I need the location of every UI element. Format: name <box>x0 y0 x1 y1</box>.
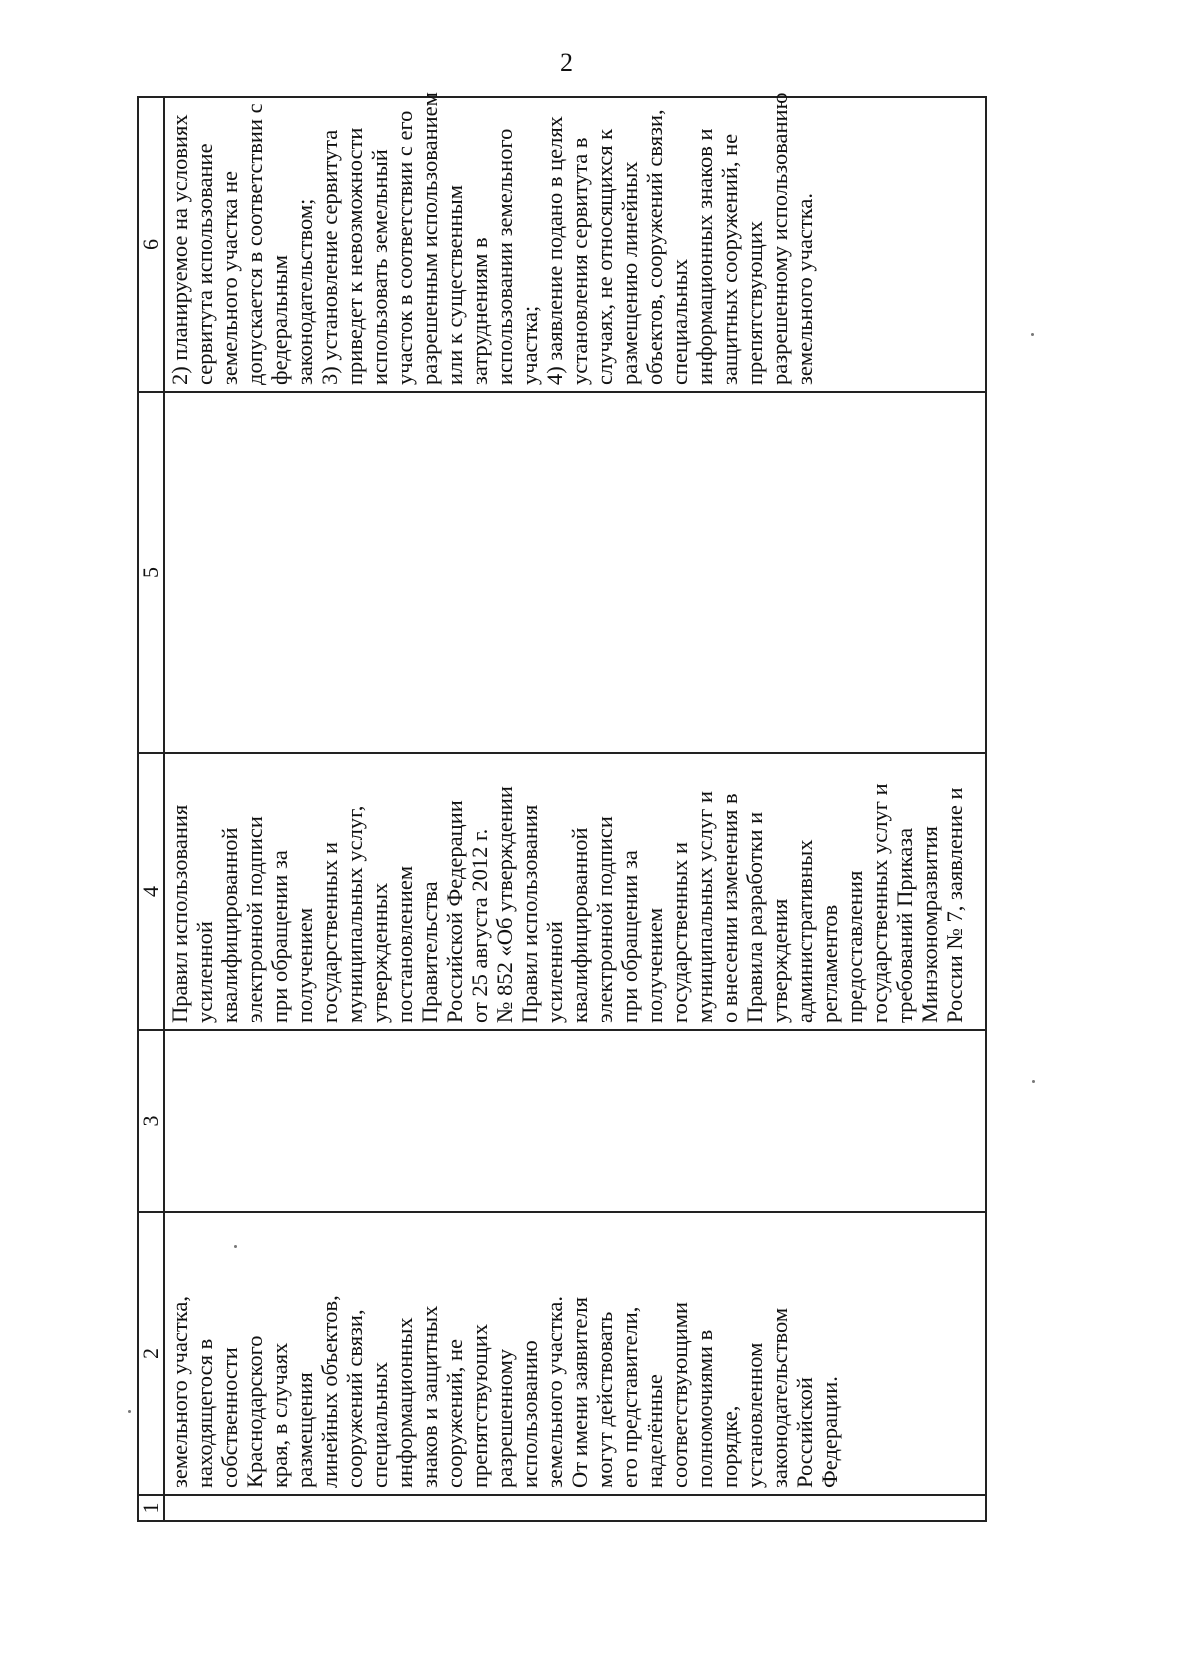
text-line: специальных <box>367 1361 392 1488</box>
text-line: земельного участка. <box>542 1296 567 1488</box>
text-line: могут действовать <box>592 1311 617 1488</box>
text-line: знаков и защитных <box>417 1305 442 1488</box>
text-line: законодательством <box>767 1307 792 1488</box>
text-line: случаях, не относящихся к <box>592 128 617 385</box>
text-line: требований Приказа <box>892 827 917 1023</box>
document-table <box>137 92 987 1522</box>
text-line: размещению линейных <box>617 161 642 385</box>
cell-col-6 <box>164 92 986 392</box>
text-line: установления сервитута в <box>567 137 592 385</box>
table-row <box>164 97 986 1521</box>
text-line: 2) планируемое на условиях <box>167 114 192 385</box>
text-line: земельного участка, <box>167 1296 192 1488</box>
text-line: муниципальных услуг, <box>342 805 367 1023</box>
cell-col-1 <box>164 1495 986 1521</box>
text-line: специальных <box>667 258 692 385</box>
header-col-6: 6 <box>138 97 164 392</box>
text-line: государственных и <box>317 841 342 1023</box>
text-line: Правила разработки и <box>742 811 767 1023</box>
text-line: размещения <box>292 1372 317 1488</box>
text-line: Краснодарского <box>242 1335 267 1488</box>
text-line: разрешенному использованию <box>767 92 792 385</box>
text-line: использовании земельного <box>492 128 517 385</box>
text-line: России № 7, заявление и <box>942 787 967 1023</box>
text-line: участок в соответствии с его <box>392 110 417 385</box>
text-line: предоставления <box>842 870 867 1023</box>
text-line: 4) заявление подано в целях <box>542 116 567 385</box>
text-line: приведет к невозможности <box>342 127 367 385</box>
text-line: информационных <box>392 1317 417 1488</box>
text-line: законодательством; <box>292 198 317 385</box>
text-line: или к существенным <box>442 184 467 385</box>
text-line: препятствующих <box>742 220 767 385</box>
text-line: 3) установление сервитута <box>317 129 342 385</box>
text-line: затруднениям в <box>467 237 492 385</box>
text-line: квалифицированной <box>567 827 592 1023</box>
text-line: Российской <box>792 1377 817 1488</box>
scan-speck <box>1031 333 1034 336</box>
header-col-3: 3 <box>138 1030 164 1212</box>
text-line: квалифицированной <box>217 827 242 1023</box>
cell-col-3 <box>164 1030 986 1212</box>
page-number: 2 <box>560 48 573 77</box>
text-line: порядке, <box>717 1405 742 1488</box>
text-line: разрешенным использованием <box>417 92 442 385</box>
text-line: Правил использования <box>517 804 542 1023</box>
text-line: препятствующих <box>467 1323 492 1488</box>
text-line: утвержденных <box>367 882 392 1023</box>
text-line: постановлением <box>392 865 417 1023</box>
text-line: края, в случаях <box>267 1342 292 1488</box>
text-line: сооружений, не <box>442 1338 467 1488</box>
text-line: федеральным <box>267 254 292 385</box>
text-line: при обращении за <box>267 850 292 1023</box>
text-line: получением <box>642 907 667 1023</box>
text-line: электронной подписи <box>242 816 267 1023</box>
text-line: утверждения <box>767 898 792 1023</box>
text-line: усиленной <box>192 921 217 1023</box>
text-line: регламентов <box>817 904 842 1023</box>
text-line: о внесении изменения в <box>717 793 742 1023</box>
text-line: от 25 августа 2012 г. <box>467 828 492 1023</box>
text-line: электронной подписи <box>592 816 617 1023</box>
text-line: его представители, <box>617 1306 642 1488</box>
text-line: земельного участка не <box>217 170 242 385</box>
header-col-2: 2 <box>138 1212 164 1495</box>
text-line: От имени заявителя <box>567 1297 592 1488</box>
text-line: муниципальных услуг и <box>692 790 717 1023</box>
rotated-table-container <box>137 92 987 1522</box>
text-line: Федерации. <box>817 1376 842 1488</box>
cell-col-5 <box>164 392 986 753</box>
text-line: государственных услуг и <box>867 783 892 1023</box>
text-line: Правил использования <box>167 804 192 1023</box>
text-line: информационных знаков и <box>692 128 717 385</box>
text-line: полномочиями в <box>692 1329 717 1488</box>
text-line: находящегося в <box>192 1338 217 1488</box>
cell-col-4 <box>164 753 986 1030</box>
text-line: соответствующими <box>667 1302 692 1488</box>
header-col-4: 4 <box>138 753 164 1030</box>
text-line: линейных объектов, <box>317 1295 342 1488</box>
header-col-1: 1 <box>138 1495 164 1521</box>
text-line: усиленной <box>542 921 567 1023</box>
text-line: Правительства <box>417 881 442 1023</box>
text-line: использовать земельный <box>367 149 392 385</box>
cell-col-2 <box>164 1212 986 1495</box>
scan-speck <box>1032 1080 1035 1083</box>
text-line: объектов, сооружений связи, <box>642 109 667 385</box>
text-line: административных <box>792 839 817 1023</box>
header-col-5: 5 <box>138 392 164 753</box>
text-line: земельного участка. <box>792 193 817 385</box>
scan-speck <box>234 1245 237 1248</box>
text-line: Российской Федерации <box>442 800 467 1023</box>
text-line: Минэкономразвития <box>917 826 942 1023</box>
text-line: использованию <box>517 1340 542 1488</box>
text-line: получением <box>292 907 317 1023</box>
scan-speck <box>128 1410 131 1413</box>
text-line: разрешенному <box>492 1348 517 1488</box>
text-line: допускается в соответствии с <box>242 103 267 385</box>
text-line: собственности <box>217 1347 242 1488</box>
text-line: установленном <box>742 1342 767 1488</box>
text-line: наделённые <box>642 1374 667 1488</box>
text-line: государственных и <box>667 841 692 1023</box>
text-line: сервитута использование <box>192 143 217 385</box>
header-row <box>138 97 164 1521</box>
text-line: № 852 «Об утверждении <box>492 786 517 1023</box>
text-line: защитных сооружений, не <box>717 133 742 385</box>
text-line: при обращении за <box>617 850 642 1023</box>
text-line: сооружений связи, <box>342 1309 367 1488</box>
text-line: участка; <box>517 305 542 385</box>
